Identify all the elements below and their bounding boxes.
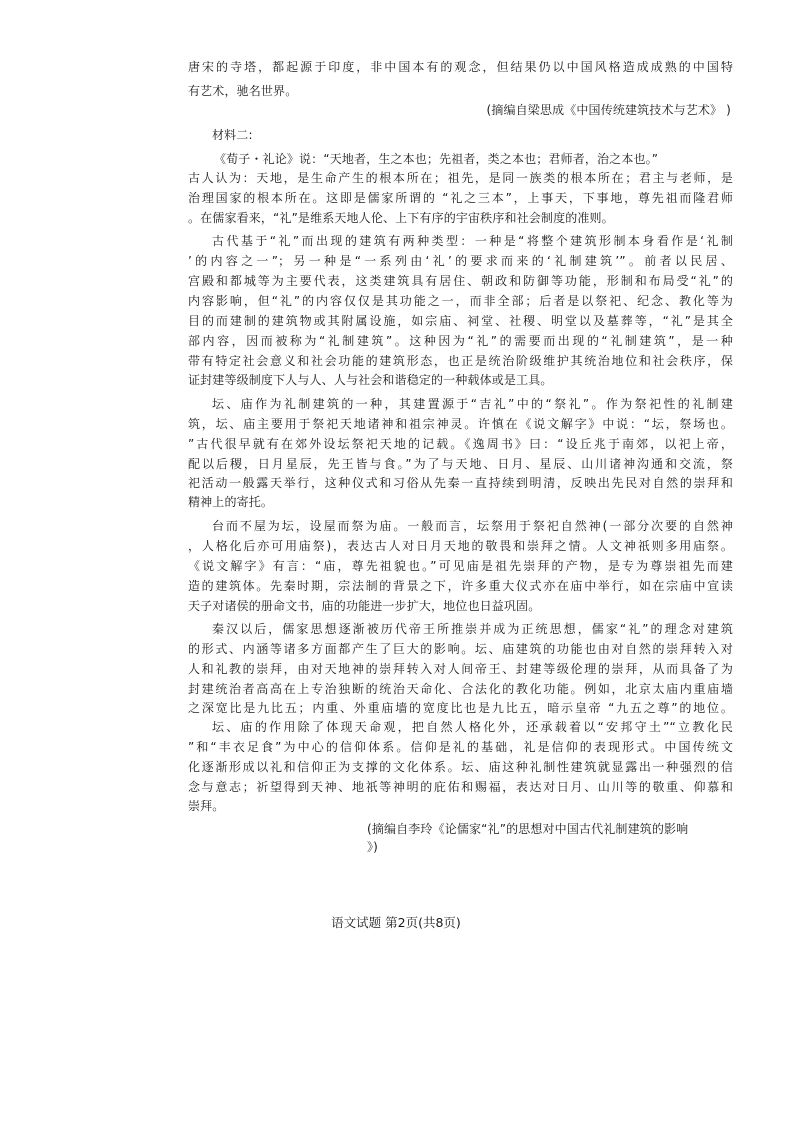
- text-line: 坛、庙作为礼制建筑的一种，其建置源于“吉礼”中的“祭礼”。作为祭祀性的礼制建: [212, 397, 733, 411]
- text-line: 内容影响，但“礼”的内容仅仅是其功能之一，而非全部；后者是以祭祀、纪念、教化等为: [188, 294, 733, 308]
- text-line: 《说文解字》有言：“庙，尊先祖貌也。”可见庙是祖先崇拜的产物，是专为尊崇祖先而建: [188, 559, 733, 573]
- text-line: 宫殿和都城等为主要代表，这类建筑具有居住、朝政和防御等功能，形制和布局受“礼”的: [188, 274, 733, 288]
- text-line: 《荀子・礼论》说：“天地者，生之本也；先祖者，类之本也；君师者，治之本也。”: [214, 152, 659, 166]
- text-line: 祀活动一般露天举行，这种仪式和习俗从先秦一直持续到明清，反映出先民对自然的崇拜和: [188, 476, 733, 490]
- text-line: 造的建筑体。先秦时期，宗法制的背景之下，许多重大仪式亦在庙中举行，如在宗庙中宣读: [188, 579, 733, 593]
- text-line: 天子对诸侯的册命文书，庙的功能进一步扩大，地位也日益巩固。: [188, 599, 541, 613]
- text-line: 。在儒家看来，“礼”是维系天地人伦、上下有序的宇宙秩序和社会制度的准则。: [188, 211, 614, 225]
- text-line: 治理国家的根本所在。这即是儒家所谓的 “礼之三本”，上事天，下事地，尊先祖而隆君师: [188, 191, 733, 205]
- text-line: ”古代很早就有在郊外设坛祭祀天地的记载。《逸周书》曰：“设丘兆于南郊，以祀上帝，: [188, 437, 733, 451]
- text-line: 证封建等级制度下人与人、人与社会和谐稳定的一种载体或是工具。: [188, 373, 553, 387]
- section-heading: 材料二:: [212, 128, 253, 142]
- page-footer: 语文试题 第2页(共8页): [331, 915, 461, 930]
- text-line: 筑，坛、庙主要用于祭祀天地诸神和祖宗神灵。许慎在《说文解字》中说：“坛，祭场也。: [188, 417, 733, 431]
- text-line: 古人认为：天地，是生命产生的根本所在；祖先，是同一族类的根本所在；君主与老师，是: [188, 171, 733, 185]
- text-line: 古代基于“礼”而出现的建筑有两种类型：一种是“将整个建筑形制本身看作是‘礼制: [212, 234, 733, 248]
- text-line: 念与意志；祈望得到天神、地祇等神明的庇佑和赐福，表达对日月、山川等的敬重、仰慕和: [188, 780, 733, 794]
- text-line: 之深宽比是九比五；内重、外重庙墙的宽度比也是九比五，暗示皇帝 “九五之尊”的地位。: [188, 701, 733, 715]
- source-citation: (摘编自梁思成《中国传统建筑技术与艺术》 ): [486, 103, 731, 117]
- text-line: 台而不屋为坛，设屋而祭为庙。一般而言，坛祭用于祭祀自然神(一部分次要的自然神: [212, 519, 733, 533]
- text-line: 坛、庙的作用除了体现天命观，把自然人格化外，还承载着以“安邦守土”“立教化民: [212, 720, 733, 734]
- source-citation-end: 》): [367, 840, 378, 854]
- text-line: ’的内容之一”；另一种是“一系列由‘礼’的要求而来的‘礼制建筑’”。前者以民居、: [188, 254, 733, 268]
- source-citation: (摘编自李玲《论儒家“礼”的思想对中国古代礼制建筑的影响: [367, 822, 689, 836]
- text-line: 带有特定社会意义和社会功能的建筑形态，也正是统治阶级维护其统治地位和社会秩序，保: [188, 354, 733, 368]
- text-line: 部内容，因而被称为“礼制建筑”。这种因为“礼”的需要而出现的“礼制建筑”，是一种: [188, 334, 733, 348]
- text-line: 封建统治者高高在上专治独断的统治天命化、合法化的教化功能。例如，北京太庙内重庙墙: [188, 682, 733, 696]
- text-line: 唐宋的寺塔，都起源于印度，非中国本有的观念，但结果仍以中国风格造成成熟的中国特: [188, 60, 733, 74]
- text-line: 人和礼教的崇拜，由对天地神的崇拜转入对人间帝王、封建等级伦理的崇拜，从而具备了为: [188, 662, 733, 676]
- text-line: 化逐渐形成以礼和信仰正为支撑的文化体系。坛、庙这种礼制性建筑就显露出一种强烈的信: [188, 760, 733, 774]
- text-line: ，人格化后亦可用庙祭)，表达古人对日月天地的敬畏和崇拜之情。人文神祇则多用庙祭。: [188, 539, 733, 553]
- text-line: 的形式、内涵等诸多方面都产生了巨大的影响。坛、庙建筑的功能也由对自然的崇拜转入对: [188, 642, 733, 656]
- text-line: ”和“丰衣足食”为中心的信仰体系。信仰是礼的基础，礼是信仰的表现形式。中国传统文: [188, 740, 733, 754]
- text-line: 秦汉以后，儒家思想逐渐被历代帝王所推崇并成为正统思想，儒家“礼”的理念对建筑: [212, 622, 733, 636]
- text-line: 崇拜。: [188, 799, 225, 813]
- text-line: 有艺术，驰名世界。: [188, 84, 298, 98]
- text-line: 目的而建制的建筑物或其附属设施，如宗庙、祠堂、社稷、明堂以及墓葬等，“礼”是其全: [188, 314, 733, 328]
- text-line: 配以后稷，日月星辰，先王皆与食。”为了与天地、日月、星辰、山川诸神沟通和交流，祭: [188, 457, 733, 471]
- text-line: 精神上的寄托。: [188, 495, 274, 509]
